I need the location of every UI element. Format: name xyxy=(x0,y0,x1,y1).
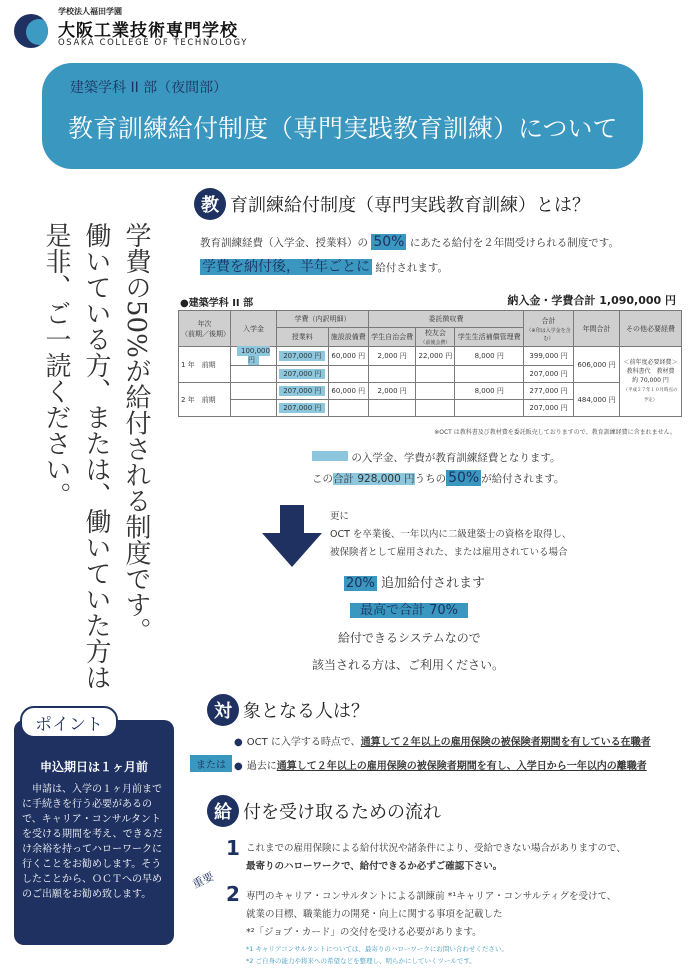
additional-l2: OCT を卒業後、一年以内に二級建築士の資格を取得し、 xyxy=(330,529,572,540)
th-year: 年次 （前期／後期） xyxy=(179,311,231,347)
title-banner xyxy=(42,63,643,169)
summary-percent: 50% xyxy=(448,470,480,486)
step-2-number: 2 xyxy=(226,882,240,906)
step-1-line-2: 最寄りのハローワークで、給付できるか必ずご確認下さい。 xyxy=(246,861,503,872)
benefit-line-2: 学費を納付後，半年ごとに 給付されます。 xyxy=(202,259,449,275)
section-eligibility xyxy=(207,694,369,726)
or-badge: または xyxy=(190,755,232,772)
additional-l1: 更に xyxy=(330,511,350,522)
additional-l5: 該当される方は、ご利用ください。 xyxy=(312,658,505,672)
th-tuition-group: 学費（内訳明細） xyxy=(277,311,369,328)
th-council: 学生自治会費 xyxy=(368,328,415,347)
section-heading: 付を受け取るための流れ xyxy=(243,802,441,823)
th-other: その他必要経費 xyxy=(620,311,682,347)
vertical-line-3: 是非、ご一読ください。 xyxy=(41,222,71,508)
step-2-line-3: *²「ジョブ・カード」の交付を受ける必要があります。 xyxy=(246,927,482,938)
th-admission: 入学金 xyxy=(231,311,277,347)
th-alumni: 校友会 （前後会費） xyxy=(416,328,455,347)
point-tag: ポイント xyxy=(20,706,118,738)
table-note: ※OCT は教科書及び教材費を委託販売しておりますので、教育訓練経費に含まれません。 xyxy=(434,429,676,436)
section-flow xyxy=(207,795,441,827)
summary-line-1: の入学金、学費が教育訓練経費となります。 xyxy=(312,450,561,465)
table-row: 2 年 前期 207,000 円 60,000 円 2,000 円 8,000 円 277,000 円 484,000 円 xyxy=(179,383,682,400)
table-total: 納入金・学費合計 1,090,000 円 xyxy=(507,294,676,307)
additional-l4: 給付できるシステムなので xyxy=(338,631,481,645)
table-title: ●建築学科 II 部 xyxy=(180,298,254,309)
school-name-en: OSAKA COLLEGE OF TECHNOLOGY xyxy=(58,38,249,48)
section-what-is xyxy=(194,188,590,220)
th-annual: 年間合計 xyxy=(574,311,620,347)
logo-mark-icon xyxy=(14,14,48,48)
step-1-number: 1 xyxy=(226,836,240,860)
section-heading: 育訓練給付制度（専門実践教育訓練）とは？ xyxy=(230,195,590,216)
fee-table xyxy=(178,310,682,417)
important-label: 重要 xyxy=(190,869,216,891)
benefit-percent: 50% xyxy=(373,234,405,250)
point-box xyxy=(14,714,174,945)
section-heading: 象となる人は？ xyxy=(243,701,369,722)
school-name: 大阪工業技術専門学校 xyxy=(58,21,238,41)
additional-pct: 20% xyxy=(346,576,375,591)
step-1-line-1: これまでの雇用保険による給付状況や諸条件により、受給できない場合がありますので、 xyxy=(246,843,626,854)
benefit-timing: 学費を納付後，半年ごとに xyxy=(202,259,370,275)
benefit-line-1: 教育訓練経費（入学金、授業料）の 50% にあたる給付を２年間受けられる制度です。 xyxy=(200,234,619,250)
page-title: 教育訓練給付制度（専門実践教育訓練）について xyxy=(68,114,618,143)
section-initial: 給 xyxy=(207,795,239,827)
footnote-1: *1 キャリアコンサルタントについては、最寄りのハローワークにお問い合わせください。 xyxy=(246,945,508,953)
table-row: 1 年 前期 100,000 円 207,000 円 60,000 円 2,000 円 22,000 円 8,000 円 399,000 円 606,000 円 ＜前年度必要経費＞ 教科書代 教材費 約 70,000 円 （平成２７年１０月時点の予定） xyxy=(179,347,682,366)
section-initial: 対 xyxy=(207,694,239,726)
eligibility-2: ● 過去に通算して２年以上の雇用保険の被保険者期間を有し、入学日から一年以内の離職者 xyxy=(234,761,647,772)
table-row: 207,000 円 207,000 円 xyxy=(179,366,682,383)
additional-l3: 被保険者として雇用された、または雇用されている場合 xyxy=(330,547,568,558)
arrow-down-icon xyxy=(262,505,322,567)
eligibility-1: ● OCT に入学する時点で、通算して２年以上の雇用保険の被保険者期間を有している在職者 xyxy=(234,737,651,748)
summary-total: 合計 928,000 円 xyxy=(333,473,415,485)
th-tuition: 授業料 xyxy=(277,328,329,347)
section-initial: 教 xyxy=(194,188,226,220)
additional-pct-line: 20% 追加給付されます xyxy=(346,576,486,591)
point-body: 申請は、入学の１ヶ月前までに手続きを行う必要があるので、キャリア・コンサルタントを受ける期間を考え、できるだけ余裕を持ってハローワークに行くことをお勧めします。そうしたことから、ＯＣＴへの早めのご出願をお勧め致します。 xyxy=(22,784,163,900)
point-lead: 申込期日は１ヶ月前 xyxy=(39,760,148,774)
other-costs: ＜前年度必要経費＞ 教科書代 教材費 約 70,000 円 （平成２７年１０月時点の予定） xyxy=(620,347,682,417)
step-2-line-1: 専門のキャリア・コンサルタントによる訓練前 *¹キャリア・コンサルティグを受けて、 xyxy=(246,891,617,902)
vertical-line-1: 学費の50%が給付される制度です。 xyxy=(121,222,151,644)
th-facility: 施設設備費 xyxy=(328,328,368,347)
footnote-2: *2 ご自身の能力や将来への希望などを整理し、明らかにしていくツールです。 xyxy=(246,957,476,965)
table-row: 207,000 円 207,000 円 xyxy=(179,400,682,417)
banner-subtitle: 建築学科 II 部（夜間部） xyxy=(70,80,228,96)
school-sub: 学校法人福田学園 xyxy=(58,7,122,16)
th-commission-group: 委託徴収費 xyxy=(368,311,523,328)
legend-swatch xyxy=(312,451,348,461)
summary-line-2: この合計 928,000 円うちの 50% が給付されます。 xyxy=(312,470,565,486)
vertical-line-2: 働いている方、または、働いていた方は xyxy=(81,222,111,690)
th-sum: 合計 （※印は入学金を含む） xyxy=(524,311,574,347)
th-insurance: 学生生活補償管理費 xyxy=(455,328,524,347)
step-2-line-2: 就業の目標、職業能力の開発・向上に関する事項を記載した xyxy=(246,909,503,920)
school-logo xyxy=(14,6,274,48)
additional-max: 最高で合計 70% xyxy=(350,599,468,618)
